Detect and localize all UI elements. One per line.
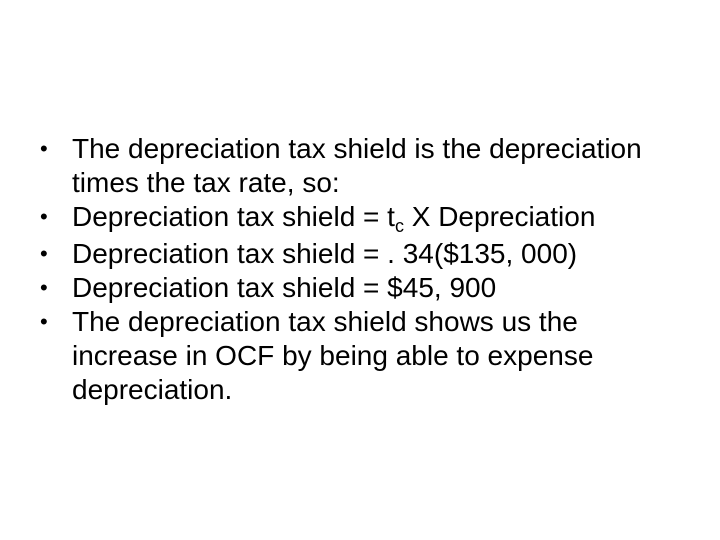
bullet-text: The depreciation tax shield shows us the increase in OCF by being able to expense depreciation. xyxy=(72,306,594,405)
formula-text-before: Depreciation tax shield = t xyxy=(72,201,395,232)
bullet-icon: • xyxy=(40,241,48,266)
bullet-icon: • xyxy=(40,204,48,229)
tax-rate-subscript: c xyxy=(394,216,404,236)
bullet-item xyxy=(40,305,690,407)
bullet-text: Depreciation tax shield = . 34($135, 000) xyxy=(72,238,578,269)
bullet-text: Depreciation tax shield = $45, 900 xyxy=(72,272,497,303)
bullet-item xyxy=(40,200,690,237)
bullet-icon: • xyxy=(40,136,48,161)
bullet-list xyxy=(40,132,690,407)
bullet-item xyxy=(40,132,690,200)
bullet-item xyxy=(40,271,690,305)
bullet-text: The depreciation tax shield is the depreciation times the tax rate, so: xyxy=(72,133,642,198)
bullet-icon: • xyxy=(40,275,48,300)
formula-text-after: X Depreciation xyxy=(403,201,596,232)
bullet-icon: • xyxy=(40,309,48,334)
bullet-text xyxy=(72,201,596,236)
bullet-item xyxy=(40,237,690,271)
